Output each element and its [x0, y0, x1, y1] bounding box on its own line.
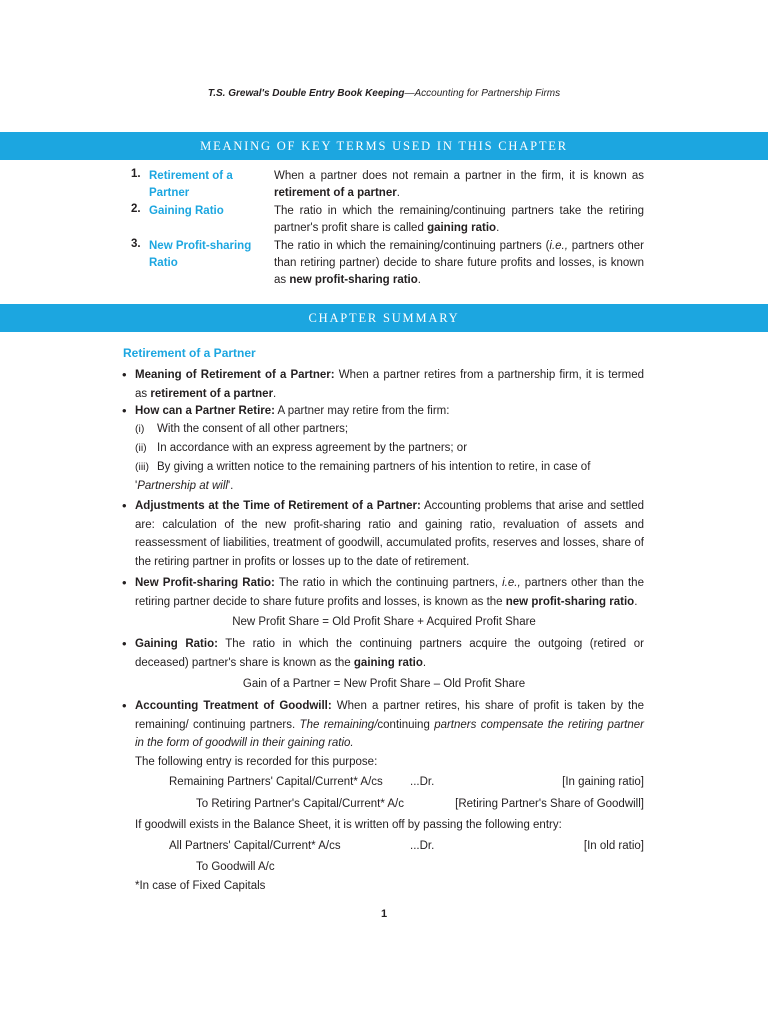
term-name-line: Gaining Ratio — [149, 205, 224, 217]
term-name-line: Ratio — [149, 257, 178, 269]
list-item-italic: Partnership at will — [137, 479, 228, 492]
term-name — [149, 203, 259, 220]
bullet-bold: new profit-sharing ratio — [505, 595, 635, 608]
bullet-icon: • — [122, 698, 127, 713]
running-head — [0, 88, 768, 99]
bullet-end: . — [422, 656, 427, 669]
bullet-label: How can a Partner Retire: — [135, 405, 275, 417]
term-definition-text: partners other than retiring partner) decide to share future profits and losses, is known as — [274, 240, 644, 286]
term-definition-italic: i.e., — [549, 240, 568, 252]
bullet-text: partners other than the retiring partner decide to share future profits and losses, is known as the — [135, 577, 644, 608]
term-name-line: Retirement of a — [149, 170, 233, 182]
list-item-end: '. — [227, 479, 234, 492]
bullet-label: Gaining Ratio: — [135, 638, 218, 650]
chapter-summary-heading: CHAPTER SUMMARY — [0, 304, 768, 332]
entry1-debit: Remaining Partners' Capital/Current* A/cs — [169, 776, 383, 788]
adjustments-paragraph — [135, 497, 644, 571]
entry1-note: [In gaining ratio] — [562, 776, 644, 788]
bullet-end: . — [273, 387, 277, 400]
key-terms-heading: MEANING OF KEY TERMS USED IN THIS CHAPTER — [0, 132, 768, 160]
list-item — [135, 458, 644, 495]
bullet-icon: • — [122, 498, 127, 513]
term-name-line: Partner — [149, 187, 190, 199]
list-item — [135, 439, 644, 458]
bullet-icon: • — [122, 636, 127, 651]
list-item-number: (iii) — [135, 461, 149, 473]
bullet-italic: The remaining/ — [299, 718, 378, 731]
term-number: 2. — [131, 203, 141, 215]
bullet-end: . — [634, 595, 638, 608]
bullet-icon: • — [122, 575, 127, 590]
bullet-icon: • — [122, 403, 127, 418]
term-definition-end: . — [417, 274, 421, 286]
term-definition-text: When a partner does not remain a partner in the firm, it is known as — [274, 170, 644, 182]
list-item-text: By giving a written notice to the remaining partners of his intention to retire, in case of ' — [135, 461, 591, 492]
nps-formula: New Profit Share = Old Profit Share + Acquired Profit Share — [232, 616, 536, 628]
list-item — [135, 420, 644, 439]
bullet-icon: • — [122, 367, 127, 382]
term-definition — [274, 203, 644, 237]
list-item-text: In accordance with an express agreement by the partners; or — [157, 442, 468, 454]
term-definition — [274, 238, 644, 289]
entry1-credit: To Retiring Partner's Capital/Current* A/c — [196, 798, 405, 810]
list-item-number: (ii) — [135, 442, 147, 454]
term-definition-bold: gaining ratio — [427, 222, 497, 234]
bullet-text: The ratio in which the continuing partners acquire the outgoing (retired or deceased) partner's share is known as the — [135, 638, 644, 669]
bullet-label: New Profit-sharing Ratio: — [135, 577, 275, 589]
term-definition-end: . — [396, 187, 400, 199]
term-definition-end: . — [496, 222, 500, 234]
term-definition — [274, 168, 644, 202]
term-number: 3. — [131, 238, 141, 250]
term-definition-bold: retirement of a partner — [274, 187, 397, 199]
gaining-paragraph — [135, 635, 644, 672]
bullet-text: When a partner retires from a partnership firm, it is termed as — [135, 369, 644, 400]
term-definition-text: The ratio in which the remaining/continuing partners ( — [274, 240, 550, 252]
book-title: T.S. Grewal's Double Entry Book Keeping — [207, 88, 405, 99]
bullet-text: A partner may retire from the firm: — [274, 405, 450, 417]
term-definition-text: The ratio in which the remaining/continuing partners take the retiring partner's profit share is called — [274, 205, 644, 234]
goodwill-paragraph — [135, 697, 644, 753]
bullet-italic: i.e., — [502, 577, 521, 589]
how-paragraph — [135, 402, 644, 421]
bullet-text: Accounting problems that arise and settled are: calculation of the new profit-sharing ratio and gaining ratio, revaluation of assets and reassessment of liabilities, treatment of goodwill, accumulated profits, reserves and losses, share of the retiring partner in profits or losses up to the date of retirement. — [135, 500, 644, 568]
list-item-text: With the consent of all other partners; — [157, 423, 349, 435]
entry-intro: The following entry is recorded for this purpose: — [135, 756, 378, 768]
list-item-number: (i) — [135, 423, 145, 435]
section-title: Retirement of a Partner — [123, 346, 256, 360]
entry2-note: [In old ratio] — [583, 840, 644, 852]
bullet-bold: gaining ratio — [353, 656, 423, 669]
bullet-label: Adjustments at the Time of Retirement of a Partner: — [135, 500, 421, 512]
bullet-text: The ratio in which the continuing partners, — [274, 577, 503, 589]
term-definition-bold: new profit-sharing ratio — [289, 274, 418, 286]
entry2-debit: All Partners' Capital/Current* A/cs — [169, 840, 341, 852]
meaning-paragraph — [135, 366, 644, 403]
term-name — [149, 168, 259, 202]
nps-paragraph — [135, 574, 644, 611]
bullet-text: continuing — [377, 718, 430, 731]
term-name — [149, 238, 259, 272]
entry1-dr: ...Dr. — [410, 776, 435, 788]
term-number: 1. — [131, 168, 141, 180]
gaining-formula: Gain of a Partner = New Profit Share – Old Profit Share — [242, 678, 526, 690]
writeoff-intro: If goodwill exists in the Balance Sheet, it is written off by passing the following entry: — [135, 819, 562, 831]
term-name-line: New Profit-sharing — [149, 240, 252, 252]
bullet-label: Meaning of Retirement of a Partner: — [135, 369, 335, 381]
bullet-text: When a partner retires, his share of profit is taken by the remaining/ continuing partners. — [135, 700, 644, 731]
book-subtitle: —Accounting for Partnership Firms — [404, 88, 561, 99]
bullet-label: Accounting Treatment of Goodwill: — [135, 700, 332, 712]
page-number: 1 — [380, 908, 388, 920]
entry2-dr: ...Dr. — [410, 840, 435, 852]
bullet-italic: partners compensate the retiring partner in the form of goodwill in their gaining ratio. — [135, 718, 644, 750]
entry2-credit: To Goodwill A/c — [196, 861, 275, 873]
entry1-credit-note: [Retiring Partner's Share of Goodwill] — [455, 798, 644, 810]
footnote: *In case of Fixed Capitals — [135, 880, 266, 892]
bullet-bold: retirement of a partner — [150, 387, 274, 400]
